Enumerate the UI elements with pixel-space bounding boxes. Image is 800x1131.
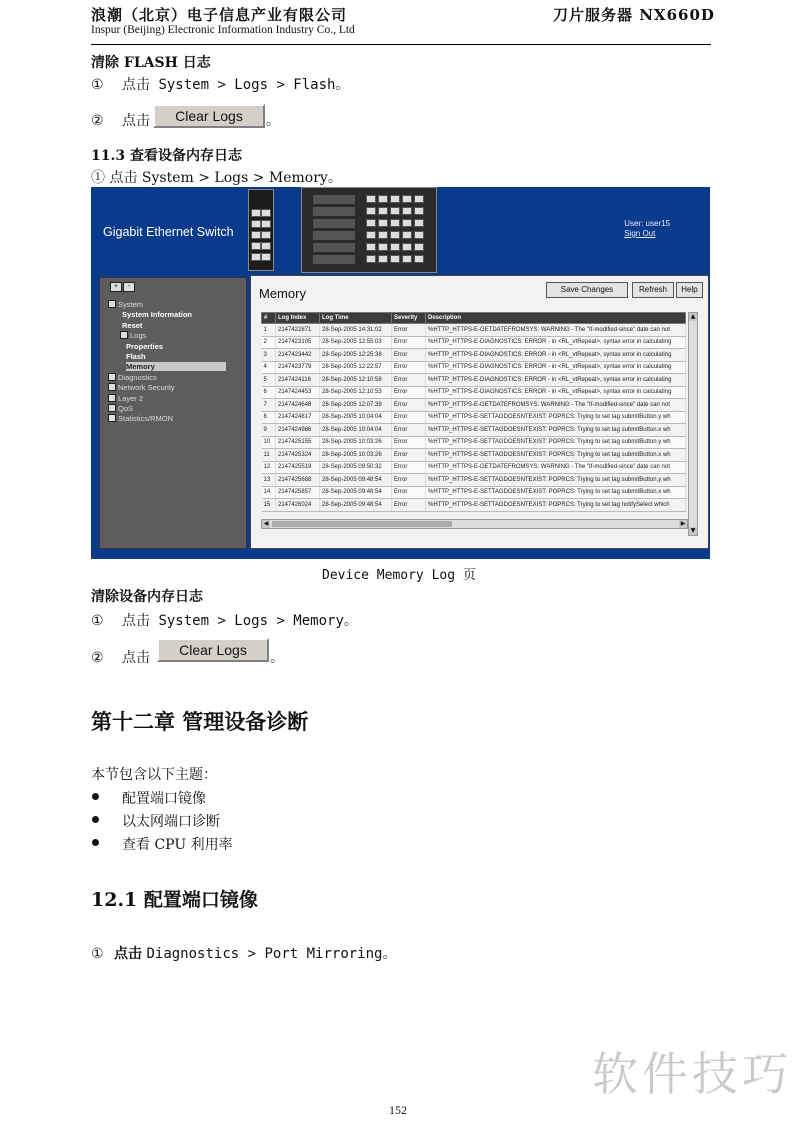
header-product: 刀片服务器 NX660D: [553, 6, 715, 24]
step-text: 点击: [122, 650, 151, 666]
table-cell: %HTTP_HTTPS-E-SETTAGDOESNTEXIST: POPRCS: Trying to set tag submitButton.y wh: [426, 411, 686, 424]
port-icon: [402, 231, 412, 239]
step-text: 点击 System > Logs > Memory。: [122, 613, 358, 629]
port-icon: [251, 220, 261, 228]
port-icon: [378, 207, 388, 215]
port-icon: [402, 207, 412, 215]
table-row[interactable]: [262, 386, 686, 399]
port-icon: [366, 231, 376, 239]
port-icon: [261, 242, 271, 250]
table-cell: 2147424817: [276, 411, 320, 424]
port-icon: [366, 243, 376, 251]
table-row[interactable]: [262, 436, 686, 449]
table-cell: Error: [392, 349, 426, 362]
table-cell: Error: [392, 399, 426, 412]
table-row[interactable]: [262, 461, 686, 474]
port-icon: [414, 219, 424, 227]
collapse-all-button[interactable]: -: [123, 282, 135, 292]
table-cell: %HTTP_HTTPS-E-GETDATEFROMSYS: WARNING - The "If-modified-since" date can not: [426, 399, 686, 412]
port-icon: [414, 243, 424, 251]
nav-item[interactable]: [120, 331, 146, 340]
table-cell: Error: [392, 474, 426, 487]
save-changes-button[interactable]: Save Changes: [546, 282, 628, 298]
table-cell: 2: [262, 336, 276, 349]
table-cell: Error: [392, 461, 426, 474]
user-label: User: user15: [624, 219, 670, 228]
nav-item-label: Diagnostics: [118, 372, 157, 382]
port-icon: [402, 255, 412, 263]
port-icon: [402, 243, 412, 251]
flash-step-2: [91, 110, 150, 130]
section-title-clear-memory: 清除设备内存日志: [91, 589, 203, 605]
port-icon: [378, 255, 388, 263]
step-text: 点击: [122, 113, 151, 129]
nav-item[interactable]: Reset: [122, 320, 143, 330]
tree-toggle-icon[interactable]: [120, 331, 128, 339]
panel-title: Memory: [259, 286, 306, 301]
table-cell: 28-Sep-2005 14:31:02: [320, 324, 392, 337]
port-icon: [402, 195, 412, 203]
port-icon: [414, 207, 424, 215]
nav-item[interactable]: [108, 300, 143, 309]
page-number: 152: [389, 1103, 407, 1117]
chapter-intro: 本节包含以下主题：: [91, 767, 217, 783]
nav-item-label: Logs: [130, 331, 147, 341]
vertical-scrollbar[interactable]: [688, 312, 698, 536]
table-cell: 6: [262, 386, 276, 399]
port-icon: [261, 220, 271, 228]
watermark: 软件技巧: [592, 1047, 792, 1101]
scroll-thumb[interactable]: [272, 521, 452, 527]
table-row[interactable]: [262, 324, 686, 337]
port-icon: [378, 195, 388, 203]
table-cell: 28-Sep-2005 12:07:39: [320, 399, 392, 412]
nav-item-label: System: [118, 300, 144, 309]
refresh-button[interactable]: Refresh: [632, 282, 674, 298]
step-text: 点击 System > Logs > Flash。: [122, 77, 350, 93]
horizontal-scrollbar[interactable]: [261, 519, 688, 529]
nav-item[interactable]: [108, 394, 143, 403]
table-cell: 4: [262, 361, 276, 374]
nav-item-label: Statistics/RMON: [118, 414, 174, 424]
port-icon: [390, 255, 400, 263]
switch-module-icon: [313, 255, 355, 264]
table-cell: 28-Sep-2005 10:03:26: [320, 449, 392, 462]
table-cell: 2147425688: [276, 474, 320, 487]
table-cell: 10: [262, 436, 276, 449]
step-label: 点击: [114, 946, 143, 962]
header-company-cn: 浪潮（北京）电子信息产业有限公司: [91, 6, 348, 24]
step-text: Diagnostics > Port Mirroring。: [146, 946, 397, 962]
table-cell: Error: [392, 411, 426, 424]
memory-panel: [250, 275, 709, 549]
table-cell: Error: [392, 424, 426, 437]
nav-item-label: Network Security: [118, 383, 175, 393]
table-cell: 28-Sep-2005 12:22:57: [320, 361, 392, 374]
port-icon: [261, 209, 271, 217]
table-cell: 28-Sep-2005 10:03:26: [320, 436, 392, 449]
table-cell: 2147425519: [276, 461, 320, 474]
table-cell: %HTTP_HTTPS-E-SETTAGDOESNTEXIST: POPRCS: Trying to set tag submitButton.x wh: [426, 424, 686, 437]
column-header: #: [262, 313, 276, 324]
table-cell: 2147424116: [276, 374, 320, 387]
table-row[interactable]: [262, 399, 686, 412]
nav-item[interactable]: [108, 404, 133, 413]
port-icon: [366, 195, 376, 203]
section-title-12-1: 12.1 配置端口镜像: [91, 889, 258, 911]
table-cell: Error: [392, 361, 426, 374]
step-number: ①: [91, 77, 104, 93]
topic-item: 配置端口镜像: [122, 791, 206, 807]
port-icon: [390, 219, 400, 227]
table-body: [262, 324, 686, 512]
table-header-row: [262, 313, 686, 324]
port-icon: [261, 253, 271, 261]
nav-item[interactable]: [108, 373, 157, 382]
step-number: ①: [91, 946, 104, 962]
table-row[interactable]: [262, 474, 686, 487]
bullet-icon: [92, 816, 99, 823]
figure-caption: Device Memory Log 页: [322, 568, 476, 583]
clear-logs-button-memory[interactable]: Clear Logs: [157, 638, 269, 662]
memory-step-1: ① 点击 System > Logs > Memory。: [91, 170, 342, 186]
tree-toggle-icon[interactable]: [108, 414, 116, 422]
help-button[interactable]: Help: [676, 282, 703, 298]
table-cell: 7: [262, 399, 276, 412]
table-cell: 2147425324: [276, 449, 320, 462]
device-memory-log-screenshot: [91, 187, 710, 559]
column-header: Description: [426, 313, 686, 324]
nav-item[interactable]: Memory: [126, 362, 226, 371]
table-row[interactable]: [262, 499, 686, 512]
table-cell: %HTTP_HTTPS-E-DIAGNOSTICS: ERROR - in <RL_vtRepeat>, syntax error in calculating: [426, 374, 686, 387]
table-row[interactable]: [262, 449, 686, 462]
table-cell: 28-Sep-2005 09:50:32: [320, 461, 392, 474]
table-cell: %HTTP_HTTPS-E-SETTAGDOESNTEXIST: POPRCS: Trying to set tag submitButton.y wh: [426, 474, 686, 487]
tree-toggle-icon[interactable]: [108, 300, 116, 308]
column-header: Severity: [392, 313, 426, 324]
table-cell: 2147423779: [276, 361, 320, 374]
table-row[interactable]: [262, 336, 686, 349]
port-icon: [251, 242, 261, 250]
tree-toggle-icon[interactable]: [108, 394, 116, 402]
table-cell: %HTTP_HTTPS-E-DIAGNOSTICS: ERROR - in <RL_vtRepeat>, syntax error in calculating: [426, 386, 686, 399]
table-cell: 2147425857: [276, 486, 320, 499]
table-cell: 28-Sep-2005 10:04:04: [320, 411, 392, 424]
step-number: ②: [91, 650, 104, 666]
table-row[interactable]: [262, 361, 686, 374]
table-cell: Error: [392, 374, 426, 387]
port-icon: [251, 231, 261, 239]
table-cell: Error: [392, 324, 426, 337]
flash-step-1: [91, 74, 349, 94]
clear-logs-button-flash[interactable]: Clear Logs: [153, 104, 265, 128]
table-cell: 14: [262, 486, 276, 499]
step-number: ①: [91, 613, 104, 629]
step-number: ②: [91, 113, 104, 129]
topic-item: 查看 CPU 利用率: [122, 837, 233, 853]
flash-step-2-suffix: 。: [266, 113, 280, 129]
port-icon: [378, 219, 388, 227]
table-cell: %HTTP_HTTPS-E-GETDATEFROMSYS: WARNING - The "If-modified-since" date can not: [426, 324, 686, 337]
port-mirroring-step-1: [91, 943, 396, 963]
port-icon: [390, 195, 400, 203]
port-icon: [414, 195, 424, 203]
table-cell: 2147423105: [276, 336, 320, 349]
table-cell: 2147426024: [276, 499, 320, 512]
clear-memory-step-2: [91, 647, 150, 667]
table-cell: %HTTP_HTTPS-E-DIAGNOSTICS: ERROR - in <RL_vtRepeat>, syntax error in calculating: [426, 349, 686, 362]
table-cell: 28-Sep-2005 12:55:03: [320, 336, 392, 349]
port-icon: [251, 253, 261, 261]
column-header: Log Time: [320, 313, 392, 324]
clear-memory-step-2-suffix: 。: [270, 650, 284, 666]
table-cell: %HTTP_HTTPS-E-SETTAGDOESNTEXIST: POPRCS: Trying to set tag submitButton.x wh: [426, 449, 686, 462]
table-cell: 5: [262, 374, 276, 387]
switch-module-icon: [313, 195, 355, 204]
table-cell: Error: [392, 386, 426, 399]
table-cell: 15: [262, 499, 276, 512]
table-cell: 2147424648: [276, 399, 320, 412]
nav-item[interactable]: [108, 383, 175, 392]
table-cell: 11: [262, 449, 276, 462]
table-row[interactable]: [262, 486, 686, 499]
table-row[interactable]: [262, 374, 686, 387]
switch-module-icon: [313, 231, 355, 240]
section-title-11-3: 11.3 查看设备内存日志: [91, 148, 242, 164]
table-cell: 28-Sep-2005 09:48:54: [320, 499, 392, 512]
table-cell: Error: [392, 449, 426, 462]
port-icon: [378, 231, 388, 239]
table-cell: 3: [262, 349, 276, 362]
sign-out-link[interactable]: Sign Out: [624, 229, 656, 238]
scroll-right-icon[interactable]: ▶: [680, 520, 686, 527]
switch-module-icon: [313, 207, 355, 216]
switch-module-icon: [313, 219, 355, 228]
table-cell: %HTTP_HTTPS-E-GETDATEFROMSYS: WARNING - The "If-modified-since" date can not: [426, 461, 686, 474]
nav-item-label: Layer 2: [118, 393, 144, 403]
table-cell: 8: [262, 411, 276, 424]
table-cell: 9: [262, 424, 276, 437]
port-icon: [366, 207, 376, 215]
clear-memory-step-1: [91, 610, 358, 630]
table-cell: 28-Sep-2005 12:10:53: [320, 386, 392, 399]
port-icon: [390, 243, 400, 251]
memory-log-table: [261, 312, 686, 512]
port-icon: [414, 255, 424, 263]
port-icon: [402, 219, 412, 227]
port-icon: [414, 231, 424, 239]
table-cell: 2147424453: [276, 386, 320, 399]
table-cell: Error: [392, 499, 426, 512]
table-cell: 28-Sep-2005 10:04:04: [320, 424, 392, 437]
table-cell: %HTTP_HTTPS-E-SETTAGDOESNTEXIST: POPRCS: Trying to set tag notifySelect which: [426, 499, 686, 512]
table-cell: 2147422871: [276, 324, 320, 337]
port-icon: [261, 231, 271, 239]
switch-module-icon: [313, 243, 355, 252]
table-row[interactable]: [262, 424, 686, 437]
port-icon: [251, 209, 261, 217]
column-header: Log Index: [276, 313, 320, 324]
table-cell: %HTTP_HTTPS-E-SETTAGDOESNTEXIST: POPRCS: Trying to set tag submitButton.y wh: [426, 436, 686, 449]
table-cell: 1: [262, 324, 276, 337]
tree-toggle-icon[interactable]: [108, 373, 116, 381]
user-info: [624, 219, 670, 239]
port-icon: [390, 231, 400, 239]
nav-tree: [99, 277, 247, 549]
table-row[interactable]: [262, 411, 686, 424]
port-icon: [390, 207, 400, 215]
table-cell: 28-Sep-2005 12:25:38: [320, 349, 392, 362]
table-row[interactable]: [262, 349, 686, 362]
table-cell: 2147423442: [276, 349, 320, 362]
table-cell: 28-Sep-2005 09:48:54: [320, 474, 392, 487]
header-rule: [91, 44, 711, 45]
port-icon: [366, 219, 376, 227]
scroll-down-icon[interactable]: ▼: [690, 527, 696, 534]
table-cell: %HTTP_HTTPS-E-DIAGNOSTICS: ERROR - in <RL_vtRepeat>, syntax error in calculating: [426, 336, 686, 349]
port-icon: [366, 255, 376, 263]
table-cell: Error: [392, 336, 426, 349]
tree-toggle-icon[interactable]: [108, 383, 116, 391]
topic-item: 以太网端口诊断: [122, 814, 220, 830]
table-cell: 2147425155: [276, 436, 320, 449]
section-title-clear-flash: 清除 FLASH 日志: [91, 55, 211, 71]
table-cell: 2147424986: [276, 424, 320, 437]
header-company-en: Inspur (Beijing) Electronic Information Industry Co., Ltd: [91, 24, 355, 36]
table-cell: Error: [392, 486, 426, 499]
nav-item[interactable]: Flash: [126, 352, 146, 361]
nav-item[interactable]: [108, 414, 173, 423]
nav-item[interactable]: Properties: [126, 341, 164, 351]
chapter-title: 第十二章 管理设备诊断: [91, 709, 309, 734]
table-cell: %HTTP_HTTPS-E-DIAGNOSTICS: ERROR - in <RL_vtRepeat>, syntax error in calculating: [426, 361, 686, 374]
scroll-left-icon[interactable]: ◀: [263, 520, 269, 527]
tree-toggle-icon[interactable]: [108, 404, 116, 412]
table-cell: 12: [262, 461, 276, 474]
expand-all-button[interactable]: +: [110, 282, 122, 292]
table-cell: 28-Sep-2005 09:48:54: [320, 486, 392, 499]
bullet-icon: [92, 839, 99, 846]
app-title: Gigabit Ethernet Switch: [103, 225, 234, 239]
table-cell: Error: [392, 436, 426, 449]
nav-item-label: QoS: [118, 404, 134, 413]
port-icon: [378, 243, 388, 251]
table-cell: %HTTP_HTTPS-E-SETTAGDOESNTEXIST: POPRCS: Trying to set tag submitButton.x wh: [426, 486, 686, 499]
table-cell: 13: [262, 474, 276, 487]
scroll-up-icon[interactable]: ▲: [690, 313, 696, 320]
table-cell: 28-Sep-2005 12:10:58: [320, 374, 392, 387]
bullet-icon: [92, 793, 99, 800]
nav-item[interactable]: System Information: [122, 310, 193, 320]
